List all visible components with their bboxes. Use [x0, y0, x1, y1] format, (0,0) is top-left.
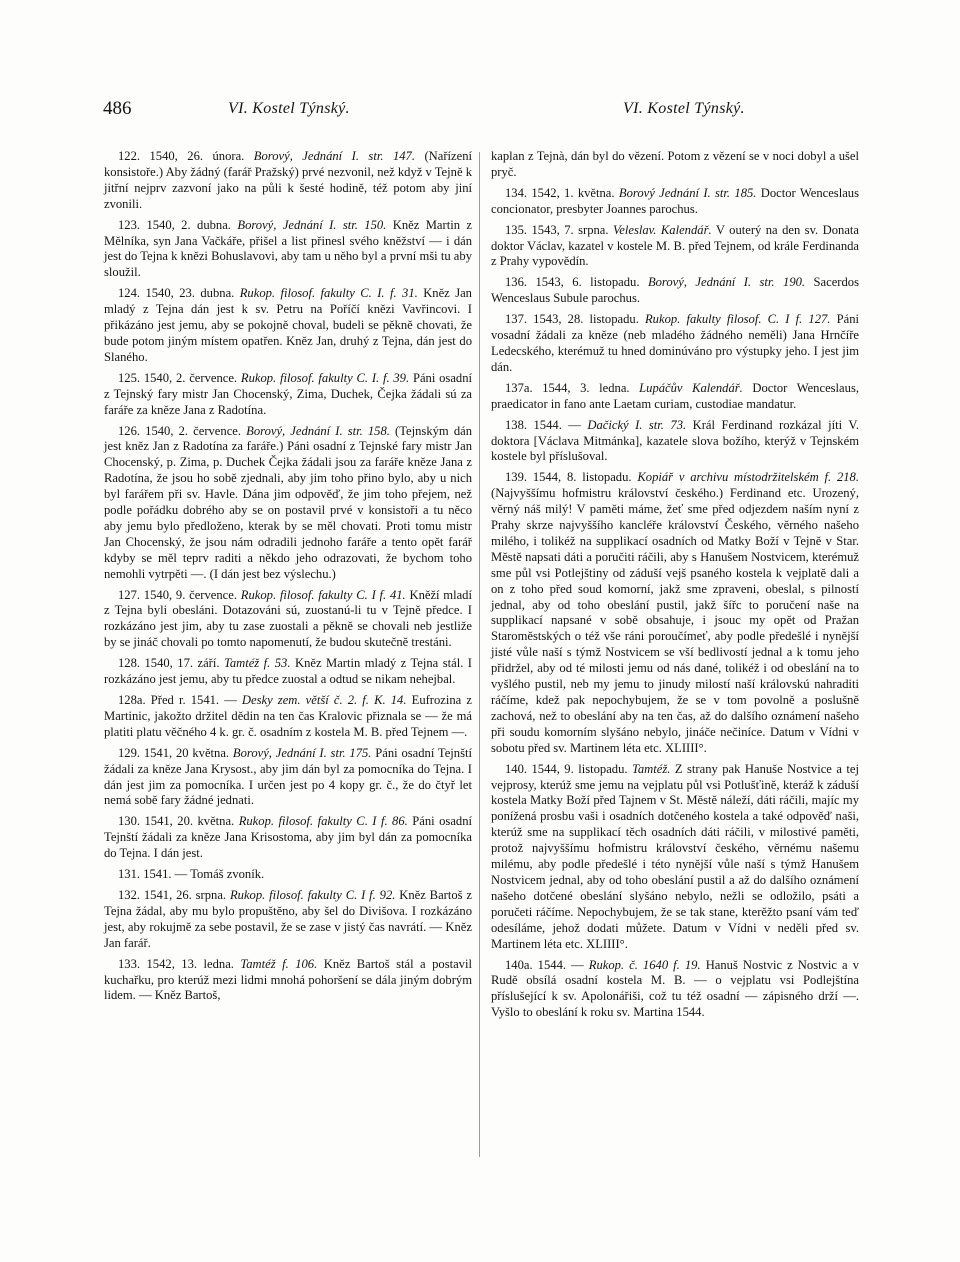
- entry-heading: 124. 1540, 23. dubna.: [118, 286, 235, 301]
- entry-text: Kněz Bartoš z Tejna žádal, aby mu bylo propuštěno, aby šel do Divišova. I rozkázáno jest, aby rokujmě za sebe postavil, že se zase v jistý čas navrátí. — Kněz Jan farář.: [104, 887, 473, 950]
- entry-source: Tamtéž.: [632, 761, 671, 776]
- document-entry: [104, 218, 472, 282]
- document-entry: [104, 957, 472, 1005]
- left-column: [104, 149, 472, 1009]
- document-entry: [104, 371, 472, 419]
- entry-source: Desky zem. větší č. 2. f. K. 14.: [241, 693, 407, 707]
- entry-text: (Nařízení konsistoře.) Aby žádný (farář Pražský) prvé nezvonil, než když v Tejně k jitřní nejprv zazvoní jako na půli k šesté hodině, též potom aby jiní zvonili.: [104, 149, 472, 211]
- entry-heading: 140. 1544, 9. listopadu.: [505, 761, 628, 776]
- entry-text: Sacerdos Wenceslaus Subule parochus.: [491, 275, 859, 306]
- entry-heading: 136. 1543, 6. listopadu.: [505, 275, 640, 290]
- entry-heading: 132. 1541, 26. srpna.: [118, 887, 227, 902]
- running-head-right: VI. Kostel Týnský.: [623, 100, 745, 117]
- entry-heading: 131. 1541. —: [118, 867, 188, 882]
- entry-text: Tomáš zvoník.: [190, 867, 265, 882]
- entry-text: Doctor Wenceslaus concionator, presbyter Joannes parochus.: [491, 185, 859, 216]
- entry-heading: 137. 1543, 28. listopadu.: [505, 312, 639, 327]
- page-header: [0, 96, 960, 126]
- entry-source: Rukop. filosof. fakulty C. I f. 92.: [229, 887, 396, 902]
- entry-source: Borový, Jednání I. str. 147.: [253, 149, 415, 163]
- entry-text: V outerý na den sv. Donata doktor Václav, kazatel v kostele M. B. před Tejnem, od krále Ferdinanda z Prahy vypovědín.: [491, 222, 860, 269]
- document-entry: [491, 762, 859, 953]
- entry-text: Páni osadní z Tejnský fary mistr Jan Chocenský, Zima, Duchek, Čejka žádali sú za faráře za kněze Jana z Radotína.: [104, 370, 472, 417]
- entry-text: Kněz Martin z Mělníka, syn Jana Vačkáře, přišel a list přinesl svého kněžství — i dán jest do Tejna k knězi Bohuslavovi, aby tam u něho byl a první mši tu aby sloužil.: [104, 217, 472, 280]
- document-entry: [104, 746, 472, 810]
- entry-source: Lupáčův Kalendář.: [639, 380, 743, 395]
- entry-heading: 130. 1541, 20. května.: [118, 814, 235, 829]
- entry-heading: 140a. 1544. —: [505, 957, 584, 972]
- document-entry: [104, 867, 472, 883]
- entry-text: Hanuš Nostvic z Nostvic a v Rudě obsílá osadní kostela M. B. — o vejplatu vsi Podlejštína příslušející k sv. Apolonářiši, což tu též osadní — zápisného drží —. Vyšlo to obeslání k roku sv. Martina 1544.: [491, 957, 859, 1020]
- entry-text: Kněží mladí z Tejna byli obesláni. Dotazováni sú, zuostanú-li tu v Tejně předce. I rozkázáno jest jim, aby tu zase zuostali a pěkně se chovali neb jestliže by se jináč chovali po tomto napomenutí, že budou skutečně trestáni.: [104, 587, 472, 650]
- document-entry: [491, 312, 859, 376]
- entry-source: Tamtéž f. 53.: [223, 656, 291, 671]
- entry-source: Rukop. č. 1640 f. 19.: [588, 957, 701, 972]
- running-head-left: VI. Kostel Týnský.: [228, 100, 350, 117]
- entry-heading: 123. 1540, 2. dubna.: [118, 217, 231, 232]
- entry-source: Borový Jednání I. str. 185.: [618, 185, 757, 200]
- entry-text: Páni vosadní žádali za kněze (neb mladého žádného neměli) Jana Hrnčíře Ledecského, kterémuž tu hned dominúváno pro výstupky jeho. I jest jim dán.: [491, 312, 859, 374]
- entry-source: Kopiář v archivu místodržitelském f. 218.: [637, 470, 860, 485]
- entry-text: (Tejnským dán jest kněz Jan z Radotína za faráře.) Páni osadní z Tejnské fary mistr Jan Chocenský, p. Zima, p. Duchek Čejka žádali jsou za faráře kněze Jana z Radotína, že jsou ho sobě zjednali, aby jim toho přino bylo, aby u nich byl farářem při sv. Havle. Dána jim odpověď, že jim toho přejem, než podle pořádku dobrého aby se on postavil prvé v konsistoři a tu něco aby jemu bylo předloženo, kterak by se měl chovati. Proti tomu mistr Jan Chocenský, že jsou nám odradili jednoho faráře a tento opět farář kdyby se měl teprv raditi a někdo jeho odrazovati, že bychom toho nemohli vytrpěti —. (I dán jest bez výslechu.): [104, 423, 473, 581]
- entry-source: Rukop. filosof. fakulty C. I f. 41.: [240, 587, 406, 602]
- entry-heading: 126. 1540, 2. července.: [118, 423, 242, 438]
- entry-heading: 129. 1541, 20 května.: [118, 745, 230, 760]
- entry-heading: 128. 1540, 17. září.: [118, 656, 220, 671]
- entry-heading: 133. 1542, 13. ledna.: [118, 956, 234, 971]
- entry-source: Dačický I. str. 73.: [587, 417, 687, 432]
- entry-text: Král Ferdinand rozkázal jíti V. doktora [Václava Mitmánka], kazatele slova božího, kterýž v Tejnském kostele byl příslušoval.: [491, 417, 859, 464]
- entry-heading: 134. 1542, 1. května.: [505, 185, 615, 200]
- document-entry: [104, 149, 472, 213]
- entry-heading: 122. 1540, 26. února.: [118, 149, 245, 163]
- document-entry: [491, 186, 859, 218]
- page-number: 486: [103, 98, 132, 119]
- entry-source: Borový, Jednání I. str. 175.: [232, 745, 372, 760]
- document-entry: [491, 149, 859, 181]
- document-entry: [104, 693, 472, 741]
- entry-heading: 128a. Před r. 1541. —: [118, 693, 237, 707]
- document-entry: [491, 381, 859, 413]
- document-entry: [491, 275, 859, 307]
- entry-source: Borový, Jednání I. str. 150.: [237, 217, 387, 232]
- document-entry: [104, 424, 472, 583]
- document-entry: [104, 656, 472, 688]
- entry-heading: 138. 1544. —: [505, 417, 581, 432]
- right-column: [491, 149, 859, 1026]
- document-entry: [104, 588, 472, 652]
- entry-source: Borový, Jednání I. str. 158.: [246, 423, 390, 438]
- entry-heading: 135. 1543, 7. srpna.: [505, 222, 609, 237]
- entry-source: Veleslav. Kalendář.: [612, 222, 712, 237]
- entry-text: Kněz Jan mladý z Tejna dán jest k sv. Petru na Poříčí knězi Vavřincovi. I přikázáno jest jemu, aby se pokojně choval, budeli se pěkně chovati, že bude potom jiným místem opatřen. Kněz Jan, druhý z Tejna, dán jest do Slaného.: [104, 286, 472, 364]
- entry-text: kaplan z Tejnà, dán byl do vězení. Potom z vězení se v noci dobyl a ušel pryč.: [491, 149, 859, 179]
- entry-heading: 139. 1544, 8. listopadu.: [505, 470, 632, 485]
- entry-heading: 127. 1540, 9. července.: [118, 587, 237, 602]
- entry-source: Rukop. filosof. fakulty C. I f. 86.: [238, 814, 408, 829]
- entry-source: Borový, Jednání I. str. 190.: [647, 275, 806, 290]
- entry-text: Páni osadní Tejnští žádali za kněze Jana Krisostoma, aby jim byl dán za pomocníka do Tejna. I dán jest.: [104, 814, 473, 861]
- entry-heading: 137a. 1544, 3. ledna.: [505, 380, 630, 395]
- entry-text: Doctor Wenceslaus, praedicator in fano ante Laetam curiam, custodiae mandatur.: [491, 380, 859, 411]
- entry-source: Rukop. filosof. fakulty C. I. f. 31.: [239, 286, 418, 301]
- entry-text: Z strany pak Hanuše Nostvice a tej vejprosy, kterúž sme jemu na vejplatu půl vsi Potlušťině, kteráž k záduší kostela Matky Boží před Tajnem v St. Městě náleží, dáti ráčili, majíc my ponížená prosbu vaši i osadních dotčeného kostela a také odpověď naši, kterúž sme na supplikací těch osadních dáti ráčili, v milostivé paměti, protož najvyššímu hofmistru království českého, věrnému našemu milému, aby podle předešlé i této nynější vůle naší s týmž Hanušem Nostvicem jednal, aby od toho obeslání pustil a až do dalšího oznámení našeho dotčené obeslání slyšáno nebylo, nežli se odložilo, psáti a poručeti ráčíme. Nepochybujem, že se tak stane, kterěžto psaní vám teď odesíláme, jehož dodati můžete. Datum v Vídni v neděli před sv. Martinem léta etc. XLIIII°.: [491, 761, 859, 951]
- entry-text: Kněz Martin mladý z Tejna stál. I rozkázáno jest jemu, aby tu předce zuostal a odtud se nikam nehejbal.: [104, 656, 472, 687]
- document-entry: [104, 814, 472, 862]
- entry-heading: 125. 1540, 2. července.: [118, 370, 238, 385]
- entry-source: Tamtéž f. 106.: [240, 956, 318, 971]
- entry-text: (Najvyššímu hofmistru království českého.) Ferdinand etc. Urozený, věrný náš milý! V paměti máme, žeť sme před odjezdem naším nyní z Prahy skrze najvyššího kancléře království Českého, věrného našeho milého, i tolikéž na supplikací osadních od Matky Boží v Tejně v Star. Městě napsati dáti a poručiti ráčili, aby s Hanušem Nostvicem, kterémuž sme půl vsi Potlejštiny od záduší vejš psaného kostela k vejplatě dali a on z toho před soud komorní, jakž sme zpraveni, obeslal, s pilností jednal, aby od toho obeslání pustil, jakž šířc to poručení naše na supplikací napsané v sobě obsahuje, i jsouc my opět od Pražan Staroměstských o též vše ráni poroučímeť, aby podle předešlé i nynější jisté vůle naší s týmž Nostvicem se vší bedlivostí jednal a k tomu jeho přidržel, aby od té milosti jemu od nás dané, tolikéž i od obeslání na to vyšlého pustil, neb my jemu to jinudy milostí naší královskú nahraditi ráčíme, kdež pak nepochybujem, že se v tom povolně a poslušně zachová, než to obeslání aby na ten čas, až do dalšího oznámení našeho při soudu komorním slyšáno nebylo, jináče nečiníce. Datum v Vídni v sobotu před sv. Martinem léta etc. XLIIII°.: [491, 486, 859, 755]
- document-entry: [491, 223, 859, 271]
- document-entry: [104, 888, 472, 952]
- entry-text: Kněz Bartoš stál a postavil kuchařku, pro kterúž mezi lidmi mnohá pohoršení se dála jiným dobrým lidem. — Kněz Bartoš,: [104, 956, 472, 1003]
- column-divider: [479, 152, 480, 1157]
- entry-text: Eufrozina z Martinic, jakožto držitel dědin na ten čas Kralovic přiznala se — že má platiti platu věčného 4 k. gr. č. osadním z kostela M. B. před Tejnem —.: [104, 693, 472, 739]
- entry-text: Páni osadní Tejnští žádali za kněze Jana Krysost., aby jim dán byl za pomocníka do Tejna. I dán jest jim za pomocníka. I určen jest po 4 kopy gr. č., že do čtyř let nemá sobě fary žádné jednati.: [104, 745, 473, 808]
- entry-source: Rukop. filosof. fakulty C. I. f. 39.: [240, 370, 410, 385]
- document-entry: [104, 286, 472, 366]
- document-entry: [491, 958, 859, 1022]
- entry-source: Rukop. fakulty filosof. C. I f. 127.: [644, 312, 831, 327]
- document-entry: [491, 470, 859, 756]
- document-entry: [491, 418, 859, 466]
